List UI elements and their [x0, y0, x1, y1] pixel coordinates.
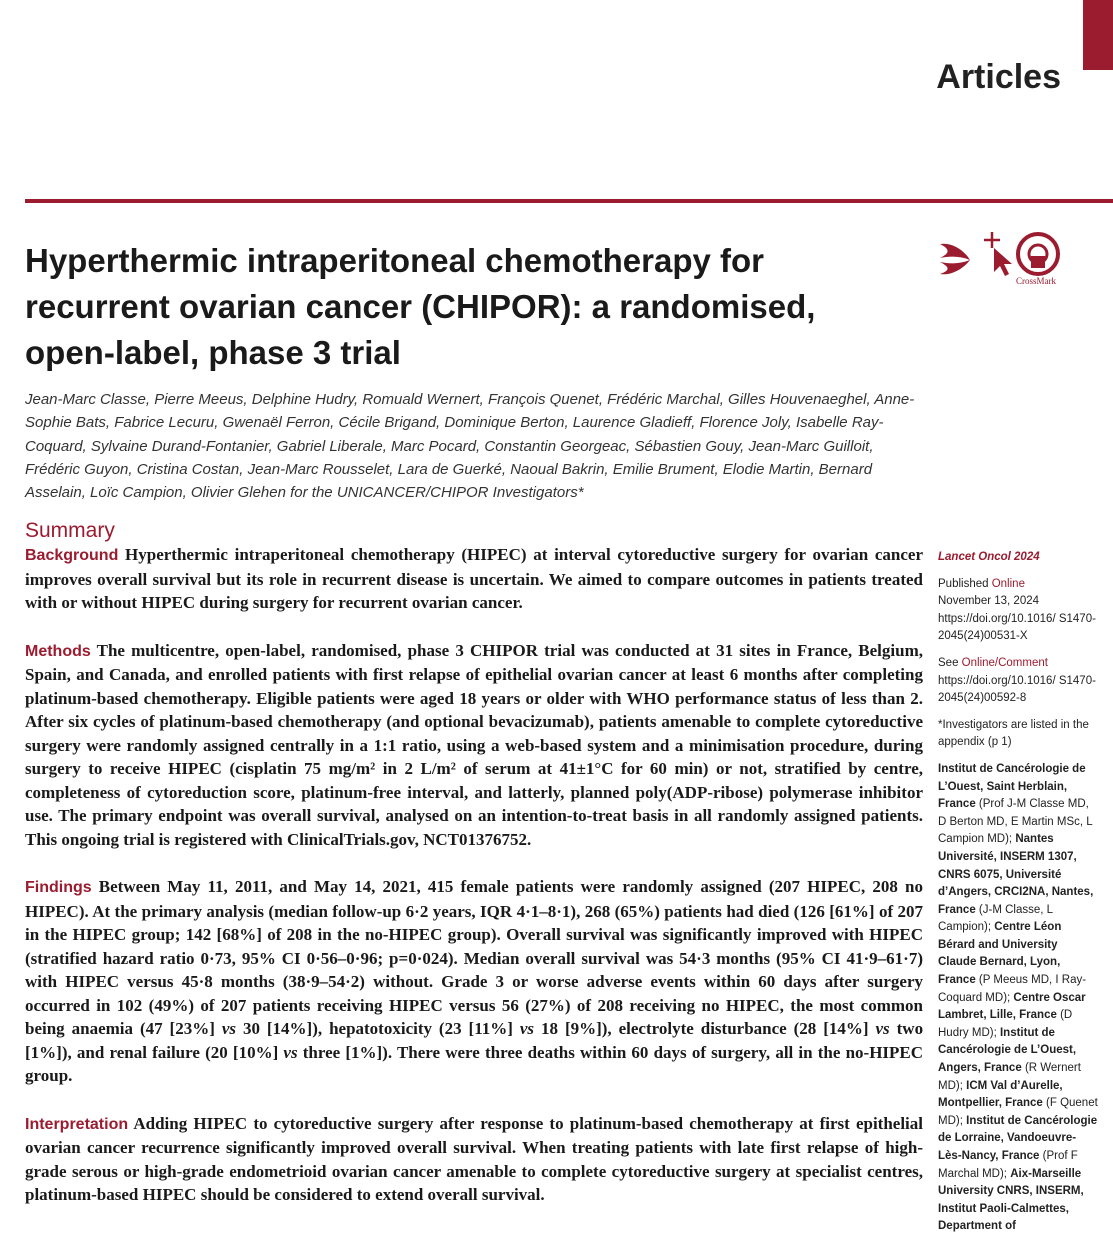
findings-text: 18 [9%]), electrolyte disturbance (28 [14%]	[541, 1019, 869, 1038]
interpretation-label: Interpretation	[25, 1115, 129, 1133]
findings-label: Findings	[25, 879, 92, 896]
background-text: Hyperthermic intraperitoneal chemotherapy (HIPEC) at interval cytoreductive surgery for ovarian cancer improves overall survival but its role in recurrent disease is uncertain. We aimed to compare outcomes in patients treated with or without HIPEC during surgery for recurrent ovarian cancer.	[25, 545, 924, 612]
doi-link[interactable]: https://doi.org/10.1016/ S1470-2045(24)00592-8	[938, 674, 1096, 705]
background-paragraph	[25, 543, 923, 615]
vs-text: vs	[283, 1042, 298, 1062]
online-link[interactable]: Online	[991, 577, 1025, 590]
article-title: Hyperthermic intraperitoneal chemotherapy for recurrent ovarian cancer (CHIPOR): a randomised, open-label, phase 3 trial	[25, 242, 816, 371]
findings-text: three [1%]). There were three deaths within 60 days of surgery, all in the no-HIPEC group.	[25, 1042, 924, 1085]
comment-link[interactable]: Online/Comment	[961, 656, 1048, 669]
header-rule	[25, 199, 1113, 203]
publication-info: Published Online November 13, 2024 https://doi.org/10.1016/ S1470-2045(24)00531-X	[938, 576, 1098, 646]
methods-paragraph	[25, 639, 923, 852]
background-label: Background	[25, 547, 119, 564]
affiliations: Institut de Cancérologie de L’Ouest, Saint Herblain, France (Prof J-M Classe MD, D Berton MD, E Martin MSc, L Campion MD); Nantes Université, INSERM 1307, CNRS 6075, Université d’Angers, CRCI2NA, Nantes, France (J-M Classe, L Campion); Centre Léon Bérard and University Claude Bernard, Lyon, France (P Meeus MD, I Ray-Coquard MD); Centre Oscar Lambret, Lille, France (D Hudry MD); Institut de Cancérologie de L’Ouest, Angers, France (R Wernert MD); ICM Val d’Aurelle, Montpellier, France (F Quenet MD); Institut de Cancérologie de Lorraine, Vandoeuvre-Lès-Nancy, France (Prof F Marchal MD); Aix-Marseille University CNRS, INSERM, Institut Paoli-Calmettes, Department of	[938, 762, 1098, 1233]
methods-text: The multicentre, open-label, randomised, phase 3 CHIPOR trial was conducted at 31 sites in France, Belgium, Spain, and Canada, and enrolled patients with first relapse of epithelial ovarian cancer at least 6 months after completing platinum-based chemotherapy. Eligible patients were aged 18 years or older with WHO performance status of less than 2. After six cycles of platinum-based chemotherapy (and optional bevacizumab), patients amenable to complete cytoreductive surgery were randomly assigned centrally in a 1:1 ratio, using a web-based system and a minimisation procedure, during surgery to receive HIPEC (cisplatin 75 mg/m² in 2 L/m² of serum at 41±1°C for 60 min) or not, stratified by centre, completeness of cytoreduction score, platinum-free interval, and latterly, planned poly(ADP-ribose) polymerase inhibitor use. The primary endpoint was overall survival, analysed on an intention-to-treat basis in all randomly assigned patients. This ongoing trial is registered with ClinicalTrials.gov, NCT01376752.	[25, 640, 923, 849]
methods-label: Methods	[25, 642, 91, 660]
author-list: Jean-Marc Classe, Pierre Meeus, Delphine Hudry, Romuald Wernert, François Quenet, Frédéric Marchal, Gilles Houvenaeghel, Anne-Sophie Bats, Fabrice Lecuru, Gwenaël Ferron, Cécile Brigand, Dominique Berton, Laurence Gladieff, Florence Joly, Isabelle Ray-Coquard, Sylvaine Durand-Fontanier, Gabriel Liberale, Marc Pocard, Constantin Georgeac, Sébastien Gouy, Jean-Marc Guilloit, Frédéric Guyon, Cristina Costan, Jean-Marc Rousselet, Lara de Guerké, Naoual Bakrin, Emilie Brument, Elodie Martin, Bernard Asselain, Loïc Campion, Olivier Glehen for the UNICANCER/CHIPOR Investigators*	[25, 391, 915, 502]
journal-citation: Lancet Oncol 2024	[938, 551, 1040, 563]
cursor-icon	[994, 248, 1012, 276]
crossmark-logo-icon	[1018, 234, 1058, 274]
vs-text: vs	[519, 1019, 535, 1038]
vs-text: vs	[875, 1019, 890, 1038]
findings-text: Between May 11, 2011, and May 14, 2021, 415 female patients were randomly assigned (207 HIPEC, 208 no HIPEC). At the primary analysis (median follow-up 6·2 years, IQR 4·1–8·1), 268 (65%) patients had died (126 [61%] of 207 in the HIPEC group; 142 [68%] of 208 in the no-HIPEC group). Overall survival was significantly improved with HIPEC (stratified hazard ratio 0·73, 95% CI 0·56–0·96; p=0·024). Median overall survival was 54·3 months (95% CI 41·9–61·7) with HIPEC versus 45·8 months (38·9–54·2) without. Grade 3 or worse adverse events within 60 days after surgery occurred in 102 (49%) of 207 patients receiving HIPEC versus 56 (27%) of 208 receiving no HIPEC, the most common being anaemia (47 [23%]	[25, 877, 923, 1038]
findings-text: two [1%]), and renal failure (20 [10%]	[25, 1019, 924, 1062]
findings-paragraph	[25, 875, 923, 1088]
plus-icon	[984, 232, 1000, 248]
interpretation-text: Adding HIPEC to cytoreductive surgery after response to platinum-based chemotherapy at first epithelial ovarian cancer recurrence significantly improved overall survival. When treating patients with late first relapse of high-grade serous or high-grade endometrioid ovarian cancer amenable to complete cytoreductive surgery at specialist centres, platinum-based HIPEC should be considered to extend overall survival.	[25, 1113, 923, 1204]
summary-heading: Summary	[25, 519, 115, 542]
accent-bar	[1083, 0, 1113, 70]
findings-text: 30 [14%]), hepatotoxicity (23 [11%]	[242, 1019, 513, 1038]
bird-icon	[940, 244, 970, 275]
comment-reference: See Online/Comment https://doi.org/10.1016/ S1470-2045(24)00592-8	[938, 655, 1098, 708]
sidebar	[938, 549, 1098, 1236]
section-label: Articles	[936, 58, 1061, 96]
crossmark-label: CrossMark	[1016, 276, 1056, 286]
vs-text: vs	[221, 1019, 236, 1038]
summary-body	[25, 543, 923, 1231]
interpretation-paragraph	[25, 1112, 923, 1207]
investigators-note: *Investigators are listed in the appendix (p 1)	[938, 718, 1089, 749]
published-date: November 13, 2024	[938, 595, 1040, 608]
doi-link[interactable]: https://doi.org/10.1016/ S1470-2045(24)00531-X	[938, 612, 1096, 643]
